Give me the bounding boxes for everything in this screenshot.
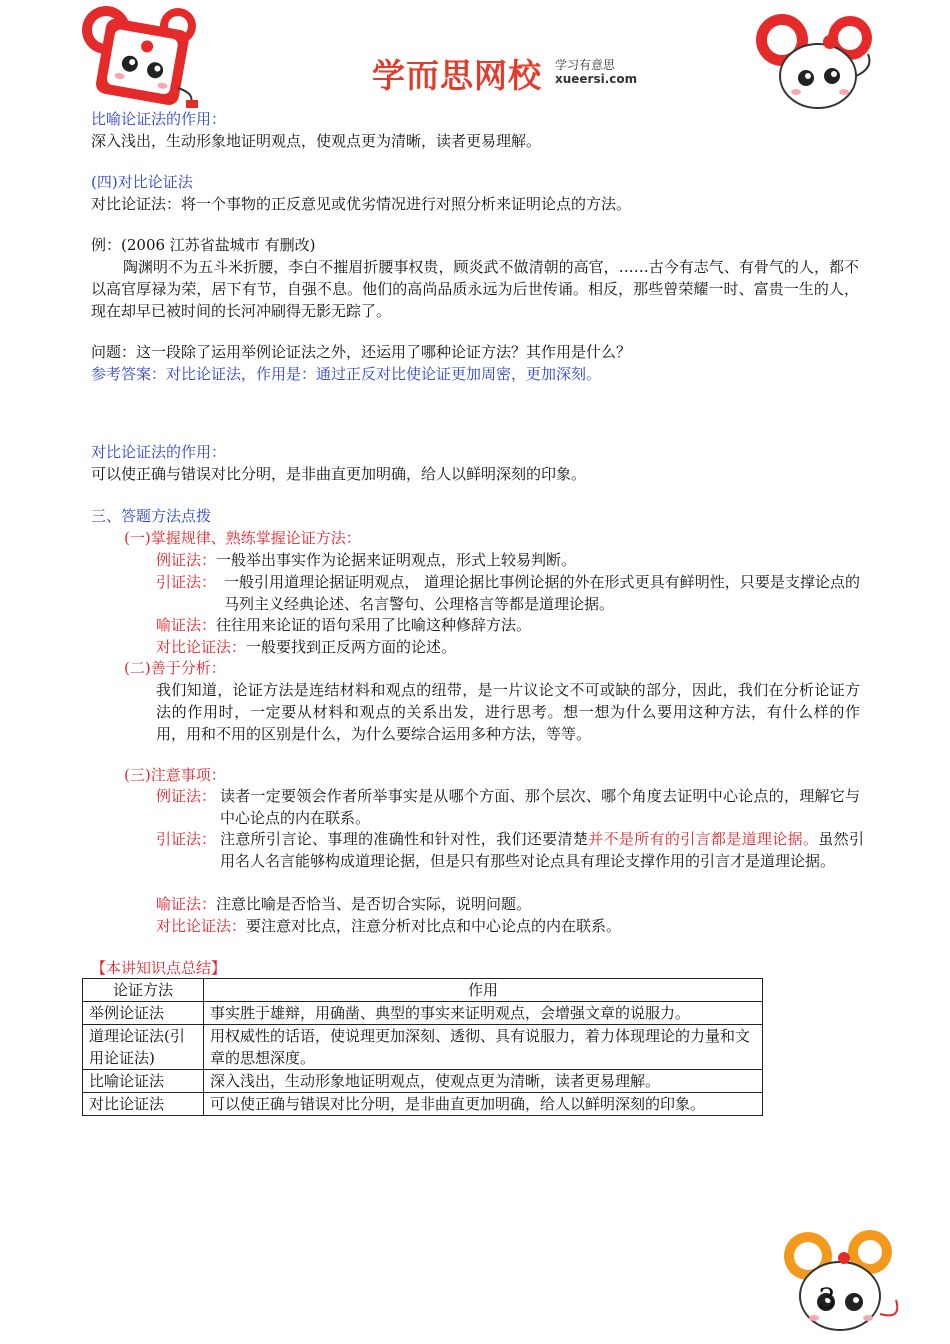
table-row [83,1025,763,1070]
part1-item-liezheng [156,549,576,571]
duibi-effect-heading: 对比论证法的作用： [91,443,227,461]
logo-title: 学而思网校 [372,56,542,95]
mascot-left-icon [78,2,208,114]
part2-heading: (二)善于分析： [124,659,226,677]
cell-effect: 用权威性的话语，使说理更加深刻、透彻、具有说服力，着力体现理论的力量和文章的思想深度。 [204,1025,763,1070]
item-text: 一般举出事实作为论据来证明观点，形式上较易判断。 [216,551,577,569]
yinzheng-text-a: 注意所引言论、事理的准确性和针对性，我们还要清楚 [220,830,589,848]
part3-heading: (三)注意事项： [124,766,226,784]
col-effect-header: 作用 [204,979,763,1002]
summary-title: 【本讲知识点总结】 [91,959,227,977]
table-header-row [83,979,763,1002]
page-number: 3 [818,1282,836,1315]
item-label: 对比论证法： [156,917,247,935]
table-row [83,1002,763,1025]
logo-tagline-block [555,58,637,86]
part3-yuzheng [156,893,531,915]
answer-text: 参考答案：对比论证法，作用是：通过正反对比使论证更加周密，更加深刻。 [91,365,602,383]
yinzheng-text-b: 虽然引用名人名言能够构成道理论据，但是只有那些对论点具有理论支撑作用的引言才是道理论据。 [220,830,864,870]
item-text: 要注意对比点，注意分析对比点和中心论点的内在联系。 [246,917,622,935]
logo-url: xueersi.com [555,72,638,86]
example-label: 例：(2006 江苏省盐城市 有删改) [91,236,316,254]
mascot-right-icon [752,6,882,116]
part3-duibi [156,915,621,937]
part1-item-yinzheng-label: 引证法： [156,573,217,591]
yinzheng-text-highlight: 并不是所有的引言都是道理论据。 [588,830,819,848]
section3-heading: 三、答题方法点拨 [91,507,212,525]
item-label: 喻证法： [156,616,217,634]
item-label: 对比论证法： [156,638,247,656]
item-text: 往往用来论证的语句采用了比喻这种修辞方法。 [216,616,532,634]
cell-effect: 深入浅出，生动形象地证明观点，使观点更为清晰，读者更易理解。 [204,1070,763,1093]
part1-item-yinzheng-text: 一般引用道理论据证明观点， 道理论据比事例论据的外在形式更具有鲜明性，只要是支撑论点的马列主义经典论述、名言警句、公理格言等都是道理论据。 [224,573,860,613]
part1-heading: (一)掌握规律、熟练掌握论证方法： [124,529,361,547]
table-row [83,1070,763,1093]
item-text: 一般要找到正反两方面的论述。 [246,638,457,656]
cell-method: 举例论证法 [83,1002,204,1025]
col-method-header: 论证方法 [83,979,204,1002]
duibi-definition: 对比论证法：将一个事物的正反意见或优劣情况进行对照分析来证明论点的方法。 [91,195,632,213]
duibi-heading: (四)对比论证法 [91,173,193,191]
example-text: 陶渊明不为五斗米折腰，李白不摧眉折腰事权贵，顾炎武不做清朝的高官，……古今有志气、有骨气的人，都不以高官厚禄为荣，居下有节，自强不息。他们的高尚品质永远为后世传诵。相反，那些曾荣耀一时、富贵一生的人，现在却早已被时间的长河冲刷得无影无踪了。 [91,258,859,320]
cell-method: 比喻论证法 [83,1070,204,1093]
cell-method: 道理论证法(引用论证法) [83,1025,204,1070]
cell-effect: 事实胜于雄辩，用确凿、典型的事实来证明观点，会增强文章的说服力。 [204,1002,763,1025]
item-label: 喻证法： [156,895,217,913]
part3-yinzheng-text [220,828,864,872]
biyu-effect-text: 深入浅出，生动形象地证明观点，使观点更为清晰，读者更易理解。 [91,132,542,150]
item-label: 例证法： [156,551,217,569]
part3-liezheng-text: 读者一定要领会作者所举事实是从哪个方面、那个层次、哪个角度去证明中心论点的，理解它与中心论点的内在联系。 [220,787,860,827]
part3-yinzheng-label: 引证法： [156,830,217,848]
biyu-effect-heading: 比喻论证法的作用： [91,110,227,128]
cell-effect: 可以使正确与错误对比分明，是非曲直更加明确，给人以鲜明深刻的印象。 [204,1093,763,1116]
part1-item-yuzheng [156,614,531,636]
summary-table [82,978,763,1116]
question-text: 问题：这一段除了运用举例论证法之外，还运用了哪种论证方法？其作用是什么？ [91,343,632,361]
item-text: 注意比喻是否恰当、是否切合实际，说明问题。 [216,895,532,913]
mascot-footer-icon [778,1222,910,1340]
part3-liezheng-label: 例证法： [156,787,217,805]
logo-tagline: 学习有意思 [555,58,616,72]
cell-method: 对比论证法 [83,1093,204,1116]
table-row [83,1093,763,1116]
duibi-effect-text: 可以使正确与错误对比分明，是非曲直更加明确，给人以鲜明深刻的印象。 [91,465,587,483]
part1-item-duibi [156,636,456,658]
part2-text: 我们知道，论证方法是连结材料和观点的纽带，是一片议论文不可或缺的部分，因此，我们在分析论证方法的作用时，一定要从材料和观点的关系出发，进行思考。想一想为什么要用这种方法，有什么样的作用，用和不用的区别是什么，为什么要综合运用多种方法，等等。 [156,681,860,743]
